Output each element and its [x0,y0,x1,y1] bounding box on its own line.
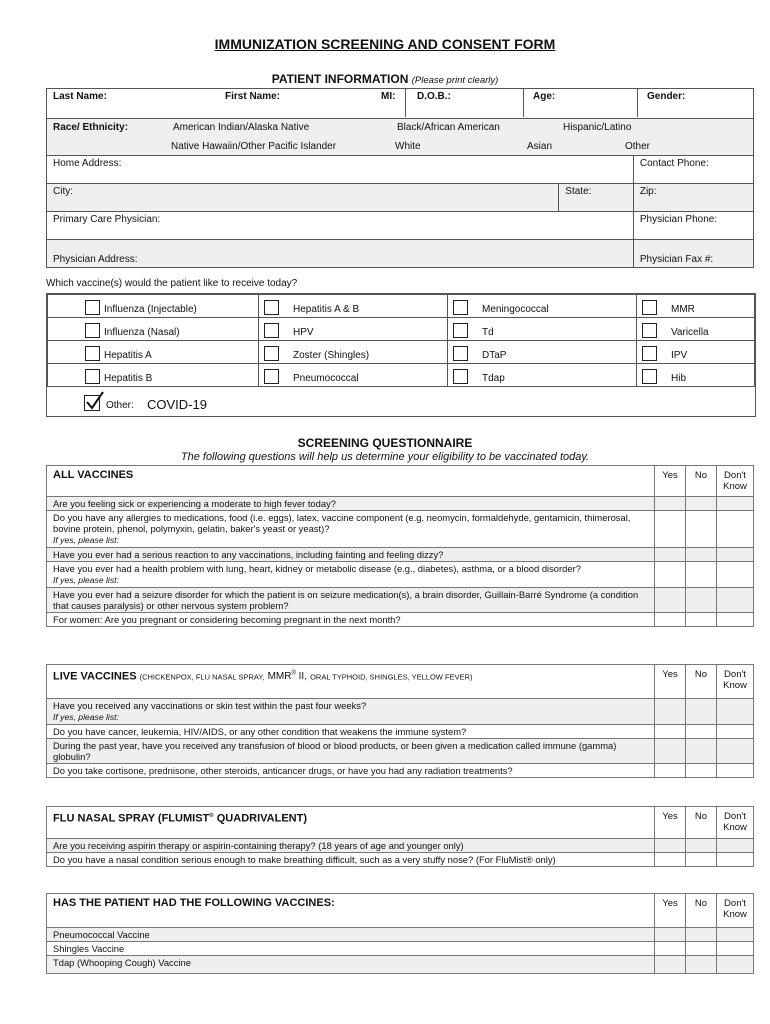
answer-no[interactable] [686,588,717,613]
answer-yes[interactable] [655,613,686,627]
answer-yes[interactable] [655,548,686,562]
vaccine-selection-box [46,293,756,417]
vaccine-option[interactable]: Meningococcal [448,295,637,318]
checkbox[interactable] [642,346,657,361]
answer-yes[interactable] [655,511,686,548]
question-row: Have you ever had a seizure disorder for which the patient is on seizure medication(s), a brain disorder, Guillain-Barré Syndrome (a condition that causes paralysis) or other nervous system problem? [47,588,754,613]
question-row: Do you take cortisone, prednisone, other steroids, anticancer drugs, or have you had any radiation treatments? [47,764,754,778]
answer-yes[interactable] [655,562,686,588]
form-title: IMMUNIZATION SCREENING AND CONSENT FORM [214,36,556,52]
no-column: No [686,466,717,497]
other-label: Other: [106,400,134,411]
question-row: Have you ever had a serious reaction to any vaccinations, including fainting and feeling dizzy? [47,548,754,562]
yes-column: Yes [655,894,686,928]
answer-dont-know[interactable] [717,497,754,511]
vaccine-option[interactable]: Influenza (Nasal) [48,318,259,341]
answer-yes[interactable] [655,853,686,867]
yes-column: Yes [655,807,686,839]
state-field[interactable]: State: [559,184,634,212]
no-column: No [686,894,717,928]
question-row: During the past year, have you received any transfusion of blood or blood products, or been given a medication called immune (gamma) globulin? [47,739,754,764]
question-row: Have you ever had a health problem with lung, heart, kidney or metabolic disease (e.g., diabetes), asthma, or a blood disorder? If yes, please list: [47,562,754,588]
checkbox[interactable] [264,369,279,384]
answer-no[interactable] [686,699,717,725]
pcp-field[interactable]: Primary Care Physician: [47,212,634,240]
vaccine-option[interactable]: Hepatitis B [48,364,259,387]
answer-dont-know[interactable] [717,725,754,739]
physician-phone-field[interactable]: Physician Phone: [633,212,753,240]
zip-field[interactable]: Zip: [633,184,753,212]
hint-text: If yes, please list: [53,535,119,545]
answer-yes[interactable] [655,699,686,725]
checkbox[interactable] [642,323,657,338]
answer-yes[interactable] [655,839,686,853]
contact-phone-field[interactable]: Contact Phone: [633,156,753,184]
answer-yes[interactable] [655,764,686,778]
dont-know-column: Don't Know [717,665,754,699]
first-name-label: First Name: [225,91,281,102]
checkbox[interactable] [85,323,100,338]
race-option[interactable]: Other [625,141,651,152]
answer-no[interactable] [686,613,717,627]
answer-dont-know[interactable] [717,942,754,956]
race-option[interactable]: Black/African American [397,122,500,133]
answer-no[interactable] [686,562,717,588]
checkmark-icon [83,390,105,412]
other-value-input[interactable]: COVID-19 [147,397,207,412]
checkbox[interactable] [85,300,100,315]
patient-info-heading: PATIENT INFORMATION (Please print clearly) [271,72,499,86]
answer-dont-know[interactable] [717,588,754,613]
answer-no[interactable] [686,739,717,764]
checkbox[interactable] [642,300,657,315]
answer-dont-know[interactable] [717,928,754,942]
answer-dont-know[interactable] [717,548,754,562]
vaccine-option[interactable]: Influenza (Injectable) [48,295,259,318]
answer-yes[interactable] [655,725,686,739]
vaccine-option[interactable]: Hepatitis A [48,341,259,364]
answer-no[interactable] [686,942,717,956]
answer-dont-know[interactable] [717,764,754,778]
checkbox[interactable] [453,300,468,315]
vaccine-option[interactable]: DTaP [448,341,637,364]
answer-dont-know[interactable] [717,956,754,974]
vaccine-option[interactable]: Pneumococcal [259,364,448,387]
vaccine-option[interactable]: Hib [637,364,755,387]
vaccine-history-row: Shingles Vaccine [47,942,754,956]
had-vaccines-title: HAS THE PATIENT HAD THE FOLLOWING VACCINES: [47,894,655,928]
answer-dont-know[interactable] [717,562,754,588]
live-vaccines-title: LIVE VACCINES (CHICKENPOX, FLU NASAL SPRAY, MMR® II, ORAL TYPHOID, SHINGLES, YELLOW FEVER) [47,665,655,699]
race-option[interactable]: American Indian/Alaska Native [173,122,310,133]
answer-no[interactable] [686,497,717,511]
answer-yes[interactable] [655,928,686,942]
yes-column: Yes [655,466,686,497]
screening-heading: SCREENING QUESTIONNAIRE [297,436,473,450]
vaccine-history-row: Pneumococcal Vaccine [47,928,754,942]
race-ethnicity-row: Race/ Ethnicity: American Indian/Alaska Native Black/African American Hispanic/Latino Native Hawaiin/Other Pacific Islander White Asian Other [53,122,651,152]
answer-no[interactable] [686,764,717,778]
hint-text: If yes, please list: [53,575,119,585]
answer-no[interactable] [686,725,717,739]
mi-label: MI: [381,91,396,102]
other-checkbox-checked[interactable] [84,395,100,411]
yes-column: Yes [655,665,686,699]
vaccine-question: Which vaccine(s) would the patient like to receive today? [46,278,298,289]
had-vaccines-table [46,893,754,974]
all-vaccines-table [46,465,754,627]
vaccine-option[interactable]: Varicella [637,318,755,341]
age-label: Age: [533,91,556,102]
checkbox[interactable] [264,323,279,338]
vaccine-option[interactable]: MMR [637,295,755,318]
dob-label: D.O.B.: [417,91,451,102]
no-column: No [686,665,717,699]
answer-dont-know[interactable] [717,739,754,764]
answer-dont-know[interactable] [717,511,754,548]
answer-no[interactable] [686,511,717,548]
race-option[interactable]: White [395,141,421,152]
vaccine-other-row [47,394,755,415]
vaccine-history-row: Tdap (Whooping Cough) Vaccine [47,956,754,974]
question-row: Are you receiving aspirin therapy or aspirin-containing therapy? (18 years of age and younger only) [47,839,754,853]
answer-dont-know[interactable] [717,699,754,725]
question-row: Do you have a nasal condition serious enough to make breathing difficult, such as a very stuffy nose? (For FluMist® only) [47,853,754,867]
race-option[interactable]: Hispanic/Latino [563,122,632,133]
home-address-field[interactable]: Home Address: [47,156,634,184]
race-option[interactable]: Native Hawaiin/Other Pacific Islander [171,141,337,152]
dont-know-column: Don't Know [717,807,754,839]
patient-info-table [46,88,754,268]
dont-know-column: Don't Know [717,894,754,928]
answer-yes[interactable] [655,497,686,511]
answer-no[interactable] [686,853,717,867]
answer-yes[interactable] [655,739,686,764]
physician-address-field[interactable]: Physician Address: [47,240,634,268]
answer-no[interactable] [686,839,717,853]
no-column: No [686,807,717,839]
flu-nasal-title: FLU NASAL SPRAY (FLUMIST® QUADRIVALENT) [47,807,655,839]
all-vaccines-title: ALL VACCINES [47,466,655,497]
answer-no[interactable] [686,928,717,942]
checkbox[interactable] [453,346,468,361]
gender-label: Gender: [647,91,686,102]
answer-dont-know[interactable] [717,853,754,867]
question-row: For women: Are you pregnant or considering becoming pregnant in the next month? [47,613,754,627]
vaccine-option[interactable]: Td [448,318,637,341]
checkbox[interactable] [85,346,100,361]
checkbox[interactable] [453,369,468,384]
checkbox[interactable] [264,300,279,315]
screening-subheading: The following questions will help us determine your eligibility to be vaccinated today. [180,451,590,463]
checkbox[interactable] [85,369,100,384]
hint-text: If yes, please list: [53,712,119,722]
question-row: Do you have cancer, leukemia, HIV/AIDS, or any other condition that weakens the immune system? [47,725,754,739]
question-row: Are you feeling sick or experiencing a moderate to high fever today? [47,497,754,511]
answer-yes[interactable] [655,942,686,956]
checkbox[interactable] [264,346,279,361]
vaccine-option[interactable]: HPV [259,318,448,341]
answer-dont-know[interactable] [717,613,754,627]
dont-know-column: Don't Know [717,466,754,497]
vaccine-option[interactable]: Zoster (Shingles) [259,341,448,364]
question-row: Have you received any vaccinations or skin test within the past four weeks? If yes, please list: [47,699,754,725]
physician-fax-field[interactable]: Physician Fax #: [633,240,753,268]
vaccine-option[interactable]: IPV [637,341,755,364]
flu-nasal-table [46,806,754,867]
answer-dont-know[interactable] [717,839,754,853]
vaccine-option[interactable]: Hepatitis A & B [259,295,448,318]
last-name-label: Last Name: [53,91,107,102]
race-option[interactable]: Asian [527,141,553,152]
vaccine-option[interactable]: Tdap [448,364,637,387]
live-vaccines-table [46,664,754,778]
answer-yes[interactable] [655,588,686,613]
answer-no[interactable] [686,548,717,562]
checkbox[interactable] [453,323,468,338]
answer-yes[interactable] [655,956,686,974]
question-row: Do you have any allergies to medications, food (i.e. eggs), latex, vaccine component (e.g. neomycin, formaldehyde, gentamicin, thimerosal, bovine protein, phenol, polymyxin, gelatin, baker's yeast or yeast)? If yes, please list: [47,511,754,548]
answer-no[interactable] [686,956,717,974]
city-field[interactable]: City: [47,184,559,212]
checkbox[interactable] [642,369,657,384]
